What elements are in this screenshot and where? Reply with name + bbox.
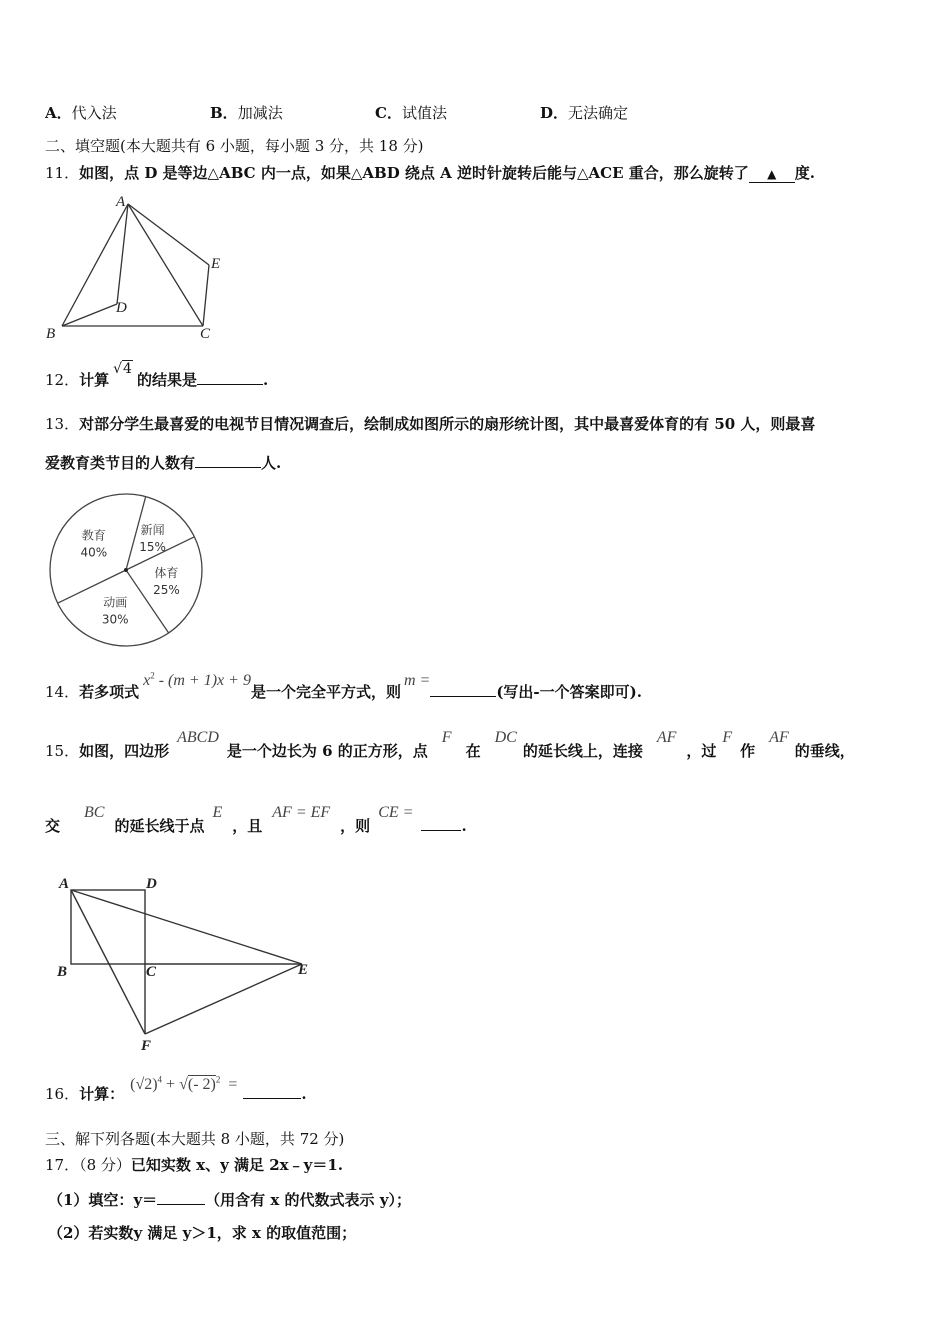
q11-label-e: E — [211, 256, 221, 272]
q11-edge-ae — [128, 204, 209, 265]
q16-answer-blank[interactable] — [243, 1082, 301, 1099]
option-a-text: 代入法 — [71, 104, 117, 122]
q14-line — [45, 668, 642, 701]
q13-line2 — [45, 451, 281, 473]
q15-t7: 的垂线， — [794, 742, 855, 760]
q11-label-c: C — [200, 326, 211, 342]
q16-exp2: 2 — [215, 1074, 221, 1085]
q11-edge-ac — [128, 204, 203, 326]
q12-sqrt: √4 — [113, 361, 132, 377]
q17-part2-label: （2）若实数 — [48, 1224, 134, 1242]
q13-line1 — [45, 413, 815, 434]
q13-text-line2: 爱教育类节目的人数有 — [45, 454, 196, 472]
q15-m7: BC — [84, 804, 105, 821]
pie-slice-name-0: 新闻 — [140, 522, 165, 537]
q14-poly-rest: - (m + 1)x + 9 — [154, 672, 251, 689]
option-d — [540, 102, 628, 123]
q17-part1-label: （1）填空： — [48, 1191, 134, 1209]
q17-stem-line — [45, 1154, 343, 1175]
q11-num: 11． — [45, 164, 80, 182]
option-b-letter: B． — [210, 104, 238, 122]
q11-edge-ce — [203, 265, 209, 326]
q15-t3: 在 — [465, 742, 481, 760]
q14-text: 是一个完全平方式，则 — [250, 683, 401, 701]
q11-answer-blank[interactable] — [749, 164, 795, 183]
q16-plus: + — [166, 1076, 176, 1093]
option-b — [210, 102, 283, 123]
q14-num: 14． — [45, 683, 80, 701]
q12-answer-blank[interactable] — [197, 368, 263, 385]
q14-answer-blank[interactable] — [430, 680, 496, 697]
q15-m8: E — [212, 804, 223, 821]
q15-answer-blank[interactable] — [421, 814, 461, 831]
q15-line1 — [45, 726, 855, 758]
q15-label-c: C — [146, 964, 157, 980]
q11-label-a: A — [116, 194, 126, 210]
q12-num: 12． — [45, 371, 80, 389]
q17-part1-b: （用含有 x 的代数式表示 y）； — [205, 1191, 411, 1209]
option-c-letter: C． — [375, 104, 402, 122]
q17-part1 — [48, 1188, 411, 1210]
q15-num: 15． — [45, 742, 80, 760]
q15-t5: ，过 — [686, 742, 717, 760]
q15-line2 — [45, 800, 467, 835]
section3-heading: 三、解下列各题(本大题共 8 小题，共 72 分) — [45, 1130, 345, 1148]
q15-t11: ，则 — [340, 817, 371, 835]
q11-edge-ad — [117, 204, 128, 304]
q11-line — [45, 162, 815, 183]
pie-slice-value-2: 30% — [101, 612, 129, 627]
q14-var-m: m = — [403, 672, 431, 689]
q13-num: 13． — [45, 415, 80, 433]
q17-part1-blank[interactable] — [157, 1188, 205, 1205]
option-a-letter: A． — [45, 104, 72, 122]
option-b-text: 加减法 — [237, 104, 283, 122]
q16-end: . — [301, 1085, 307, 1103]
section2-heading: 二、填空题(本大题共有 6 小题，每小题 3 分，共 18 分) — [45, 137, 424, 155]
q16-eq: = — [228, 1076, 238, 1093]
q15-label-e: E — [298, 962, 309, 978]
q14-prefix: 若多项式 — [79, 683, 140, 701]
q11-label-b: B — [46, 326, 56, 342]
q16-line — [45, 1072, 307, 1102]
q17-part2 — [48, 1222, 356, 1243]
q16-num: 16． — [45, 1085, 80, 1103]
pie-slice-name-2: 动画 — [103, 595, 128, 610]
option-c — [375, 102, 447, 123]
q12-prefix: 计算 — [79, 371, 110, 389]
q15-figure — [50, 872, 330, 1054]
q12-end: . — [262, 371, 269, 389]
q17-part1-a: y＝ — [133, 1191, 158, 1209]
q15-t6: 作 — [740, 742, 756, 760]
q14-x: x — [143, 672, 151, 689]
option-a — [45, 102, 117, 123]
q15-end: . — [461, 817, 467, 835]
q14-x-exponent: 2 — [150, 670, 155, 681]
q15-m1: ABCD — [177, 729, 219, 746]
q12-suffix: 的结果是 — [136, 371, 197, 389]
q15-m9: AF = EF — [272, 804, 331, 821]
q15-t9: 的延长线于点 — [114, 817, 205, 835]
q16-exp1: 4 — [157, 1074, 163, 1085]
q15-t2: 是一个边长为 6 的正方形，点 — [226, 742, 428, 760]
q16-expr1: (√2) — [130, 1076, 158, 1093]
q13-end: 人. — [261, 454, 282, 472]
q15-line-af — [71, 890, 145, 1034]
q15-t4: 的延长线上，连接 — [522, 742, 643, 760]
q15-m2: F — [441, 729, 452, 746]
option-d-text: 无法确定 — [568, 104, 629, 122]
q17-score: （8 分） — [79, 1156, 131, 1174]
q15-m10: CE = — [378, 804, 414, 821]
q11-suffix: 度. — [794, 164, 816, 182]
pie-chart — [45, 488, 210, 653]
q15-line-fe — [145, 964, 302, 1034]
q15-t1: 如图，四边形 — [79, 742, 170, 760]
q15-m6: AF — [769, 729, 789, 746]
q11-marker: ▲ — [767, 167, 777, 181]
q11-edge-bd — [62, 304, 117, 326]
q15-m5: F — [722, 729, 733, 746]
q15-t8: 交 — [45, 817, 61, 835]
q13-text-line1: 对部分学生最喜爱的电视节目情况调查后，绘制成如图所示的扇形统计图，其中最喜爱体育的有 50 人，则最喜 — [79, 415, 816, 433]
q17-part2-text: y 满足 y＞1，求 x 的取值范围； — [133, 1224, 357, 1242]
q15-t10: ，且 — [232, 817, 263, 835]
q15-m3: DC — [494, 729, 517, 746]
q15-label-a: A — [59, 876, 70, 892]
q15-square — [71, 890, 145, 964]
q14-suffix: (写出-一个答案即可). — [496, 683, 642, 701]
pie-slice-name-3: 教育 — [81, 528, 106, 543]
q17-stem: 已知实数 x、y 满足 2x﹣y＝1. — [130, 1156, 343, 1174]
pie-slice-value-3: 40% — [80, 545, 108, 560]
q15-label-f: F — [141, 1038, 152, 1054]
q13-answer-blank[interactable] — [195, 451, 261, 468]
q12-radicand: 4 — [123, 361, 132, 377]
q16-expression: $(√2)^4$ + √(- 2)$^2$ = — [130, 1074, 238, 1093]
pie-slice-name-1: 体育 — [154, 565, 179, 580]
pie-slice-value-0: 15% — [139, 539, 166, 554]
option-d-letter: D． — [540, 104, 569, 122]
q11-text: 如图，点 D 是等边△ABC 内一点，如果△ABD 绕点 A 逆时针旋转后能与△ACE 重合，那么旋转了 — [79, 164, 749, 182]
q15-line-ae — [71, 890, 302, 964]
q15-label-b: B — [57, 964, 68, 980]
q11-label-d: D — [116, 300, 127, 316]
q16-prefix: 计算： — [79, 1085, 125, 1103]
option-c-text: 试值法 — [401, 104, 447, 122]
q11-figure — [40, 192, 240, 342]
q17-num: 17． — [45, 1156, 80, 1174]
q15-m4: AF — [656, 729, 677, 746]
q16-expr2: (- 2) — [187, 1076, 216, 1093]
q12-line — [45, 358, 269, 389]
pie-center-dot — [124, 568, 128, 572]
q15-label-d: D — [146, 876, 157, 892]
pie-slice-value-1: 25% — [153, 582, 180, 597]
q14-polynomial — [143, 672, 251, 689]
